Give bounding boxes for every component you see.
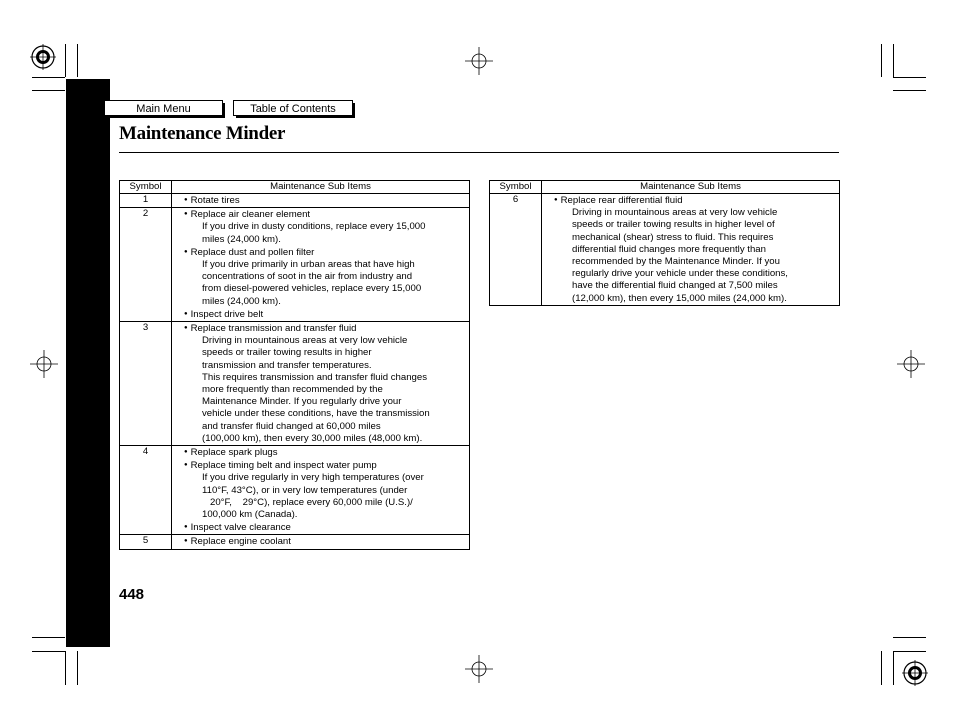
sub-item-description-line: miles (24,000 km). [202,295,281,307]
table-row [120,322,470,446]
sub-item-description-line: from diesel-powered vehicles, replace every 15,000 [202,283,422,295]
crop-mark [65,44,66,77]
sub-items-cell [172,208,470,322]
sub-item-label: ● Replace rear differential fluid [554,194,837,207]
table-row [120,194,470,208]
registration-target-icon [902,660,928,686]
crop-mark [893,90,926,91]
crosshair-icon [30,350,58,378]
crop-mark [32,651,65,652]
symbol-cell: 1 [120,194,172,208]
crop-mark [881,651,882,685]
sub-item-description-line: If you drive regularly in very high temperatures (over [202,472,424,484]
sub-item-label: ● Replace air cleaner element [184,208,467,221]
sub-item-description-line: and transfer fluid changed at 60,000 miles [202,420,381,432]
sub-item-label: ● Replace engine coolant [184,535,467,548]
column-header-symbol: Symbol [490,181,542,194]
table-of-contents-button[interactable]: Table of Contents [233,100,353,116]
crop-mark [881,44,882,77]
sub-item-description-line: have the differential fluid changed at 7,500 miles [572,280,778,292]
column-header-sub-items: Maintenance Sub Items [172,181,470,194]
crosshair-icon [465,655,493,683]
table-row [120,535,470,549]
maintenance-table-right [489,180,840,306]
sub-item-description-line: Driving in mountainous areas at very low vehicle [572,207,778,219]
sub-item-label: ● Inspect drive belt [184,308,467,321]
page-title: Maintenance Minder [119,123,286,144]
table-row [120,446,470,535]
crop-mark [893,637,926,638]
sub-item-description-line: Maintenance Minder. If you regularly drive your [202,396,402,408]
sub-item-description-line: 20°F, 29°C), replace every 60,000 mile (U.S.)/ [202,496,413,508]
column-header-symbol: Symbol [120,181,172,194]
sub-item-description-line: concentrations of soot in the air from industry and [202,271,413,283]
sub-items-cell [172,446,470,535]
crop-mark [32,637,65,638]
crop-mark [77,44,78,77]
title-divider [119,152,839,153]
symbol-cell: 4 [120,446,172,535]
sub-item-description-line: This requires transmission and transfer fluid changes [202,371,428,383]
sub-item-description-line: speeds or trailer towing results in higher level of [572,219,775,231]
sub-item-label: ● Rotate tires [184,194,467,207]
sub-item-description-line: recommended by the Maintenance Minder. If you [572,256,780,268]
sub-item-description-line: differential fluid changes more frequently than [572,243,766,255]
crop-mark [32,77,65,78]
crop-mark [893,651,926,652]
page-number: 448 [119,586,145,603]
crop-mark [77,651,78,685]
maintenance-table-left [119,180,470,550]
symbol-cell: 2 [120,208,172,322]
sub-item-description-line: miles (24,000 km). [202,233,281,245]
table-row [490,194,840,306]
sub-items-cell [172,322,470,446]
crop-mark [893,44,894,77]
sub-item-description-line: regularly drive your vehicle under these conditions, [572,268,788,280]
sub-item-description-line: (12,000 km), then every 15,000 miles (24,000 km). [572,292,787,304]
registration-target-icon [30,44,56,70]
main-menu-button[interactable]: Main Menu [104,100,223,116]
sub-item-description-line: mechanical (shear) stress to fluid. This requires [572,231,774,243]
symbol-cell: 5 [120,535,172,549]
sub-item-description-line: vehicle under these conditions, have the transmission [202,408,430,420]
sub-items-cell [172,535,470,549]
sub-items-cell [542,194,840,306]
sub-item-description-line: Driving in mountainous areas at very low vehicle [202,335,408,347]
sub-item-description-line: If you drive primarily in urban areas that have high [202,259,415,271]
crosshair-icon [465,47,493,75]
sub-items-cell [172,194,470,208]
sub-item-description-line: transmission and transfer temperatures. [202,359,372,371]
sub-item-description-line: (100,000 km), then every 30,000 miles (48,000 km). [202,432,423,444]
sub-item-description-line: 110°F, 43°C), or in very low temperatures (under [202,484,408,496]
sub-item-description-line: 100,000 km (Canada). [202,509,298,521]
column-header-sub-items: Maintenance Sub Items [542,181,840,194]
sub-item-label: ● Replace spark plugs [184,446,467,459]
crop-mark [65,651,66,685]
crosshair-icon [897,350,925,378]
crop-mark [32,90,65,91]
section-sidebar-bar [66,79,110,647]
sub-item-label: ● Inspect valve clearance [184,521,467,534]
table-row [120,208,470,322]
symbol-cell: 3 [120,322,172,446]
crop-mark [893,651,894,685]
sub-item-label: ● Replace timing belt and inspect water pump [184,459,467,472]
crop-mark [893,77,926,78]
symbol-cell: 6 [490,194,542,306]
sub-item-description-line: If you drive in dusty conditions, replace every 15,000 [202,221,426,233]
sub-item-label: ● Replace dust and pollen filter [184,246,467,259]
sub-item-description-line: more frequently than recommended by the [202,384,383,396]
sub-item-description-line: speeds or trailer towing results in higher [202,347,372,359]
sub-item-label: ● Replace transmission and transfer fluid [184,322,467,335]
